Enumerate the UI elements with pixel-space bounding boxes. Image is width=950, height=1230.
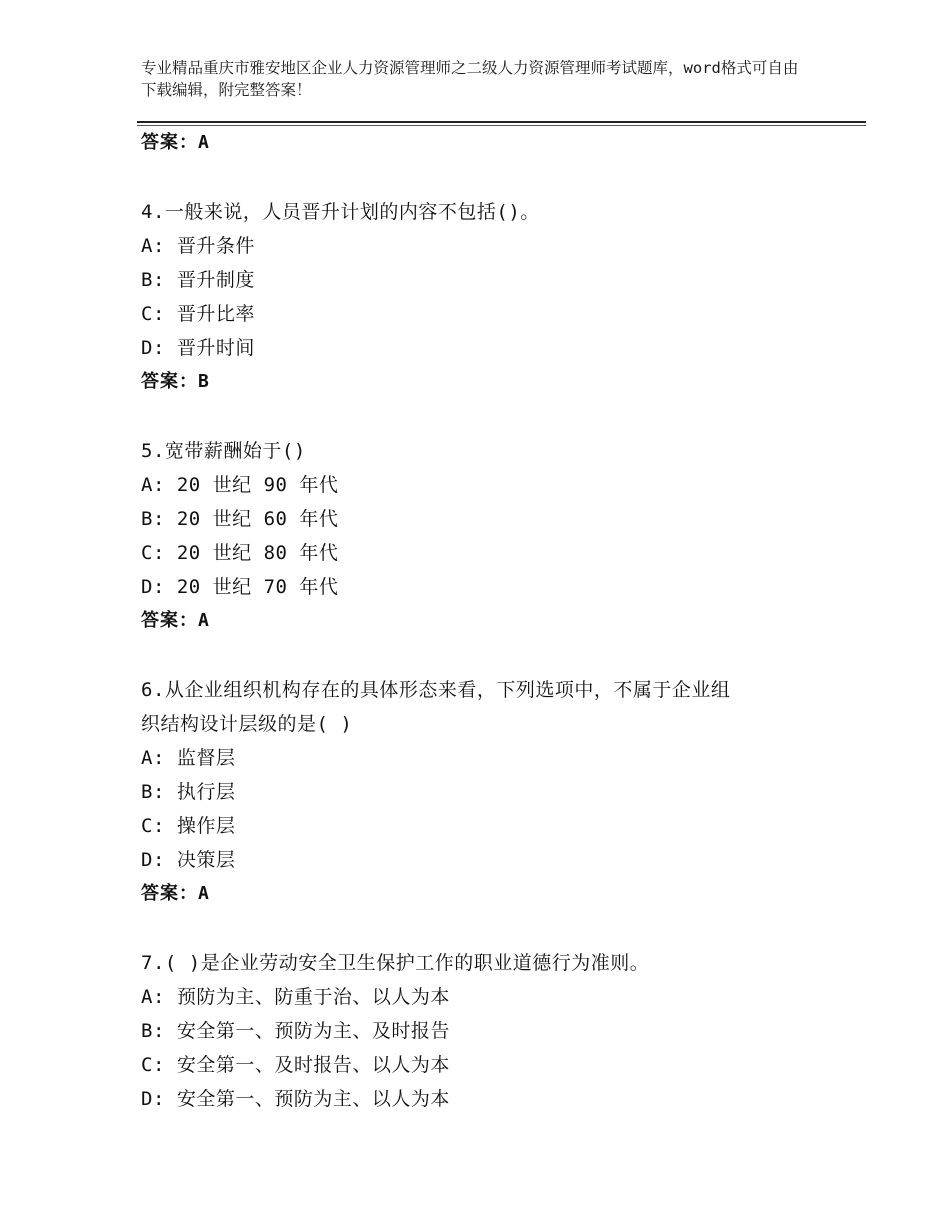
question-6-option-c: C: 操作层 xyxy=(141,815,236,837)
answer-label: 答案： xyxy=(141,132,198,153)
answer-label: 答案： xyxy=(141,883,198,904)
question-6-option-a: A: 监督层 xyxy=(141,747,236,769)
header-rule-thick xyxy=(137,121,866,123)
question-5-option-d: D: 20 世纪 70 年代 xyxy=(141,576,339,598)
question-6-stem-line-2: 织结构设计层级的是( ) xyxy=(141,713,353,735)
document-header: 专业精品重庆市雅安地区企业人力资源管理师之二级人力资源管理师考试题库，word格式可自由下载编辑，附完整答案！ xyxy=(141,59,799,99)
question-5-option-b: B: 20 世纪 60 年代 xyxy=(141,508,339,530)
answer-label: 答案： xyxy=(141,371,198,392)
question-6-answer xyxy=(141,881,210,907)
question-5-option-c: C: 20 世纪 80 年代 xyxy=(141,542,339,564)
header-rule-thin xyxy=(137,125,866,126)
answer-value: A xyxy=(198,883,210,904)
answer-label: 答案： xyxy=(141,610,198,631)
answer-prev xyxy=(141,130,210,156)
answer-value: A xyxy=(198,610,210,631)
question-5-option-a: A: 20 世纪 90 年代 xyxy=(141,474,339,496)
answer-value: B xyxy=(198,371,210,392)
question-4-option-d: D: 晋升时间 xyxy=(141,337,255,359)
question-5-answer xyxy=(141,608,210,634)
question-4-option-a: A: 晋升条件 xyxy=(141,235,255,257)
question-7-option-c: C: 安全第一、及时报告、以人为本 xyxy=(141,1054,450,1076)
question-7-stem: 7.( )是企业劳动安全卫生保护工作的职业道德行为准则。 xyxy=(141,952,650,974)
question-6-option-b: B: 执行层 xyxy=(141,781,236,803)
question-6-option-d: D: 决策层 xyxy=(141,849,236,871)
question-4-stem: 4.一般来说，人员晋升计划的内容不包括()。 xyxy=(141,201,540,223)
question-4-option-b: B: 晋升制度 xyxy=(141,269,255,291)
question-4-answer xyxy=(141,369,210,395)
question-7-option-b: B: 安全第一、预防为主、及时报告 xyxy=(141,1020,450,1042)
question-6-stem-line-1: 6.从企业组织机构存在的具体形态来看，下列选项中，不属于企业组 xyxy=(141,679,731,701)
answer-value: A xyxy=(198,132,210,153)
question-7-option-d: D: 安全第一、预防为主、以人为本 xyxy=(141,1088,450,1110)
question-4-option-c: C: 晋升比率 xyxy=(141,303,255,325)
question-7-option-a: A: 预防为主、防重于治、以人为本 xyxy=(141,986,450,1008)
question-5-stem: 5.宽带薪酬始于() xyxy=(141,440,306,462)
